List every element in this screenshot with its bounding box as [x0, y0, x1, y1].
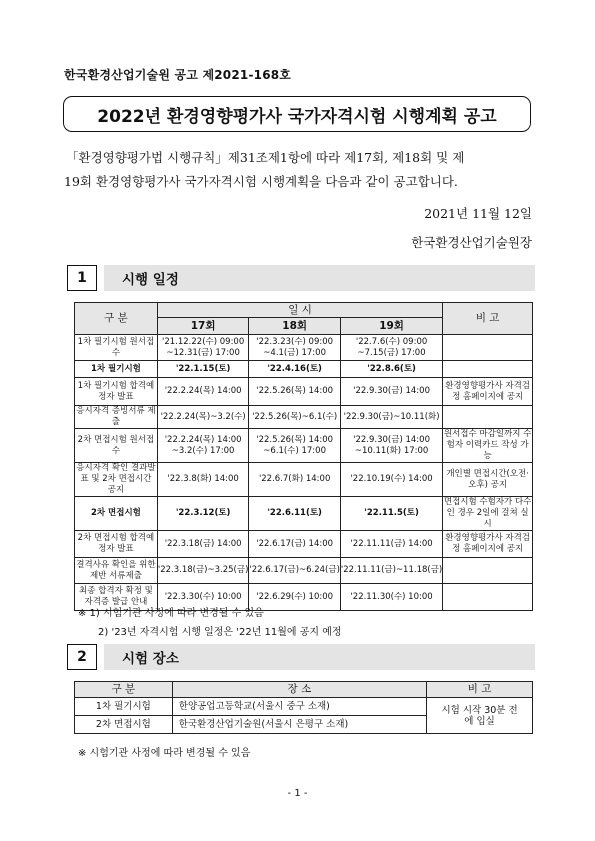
intro-line-1: 「환경영향평가법 시행규칙」제31조제1항에 따라 제17회, 제18회 및 제: [66, 150, 465, 165]
remark-cell: [443, 406, 533, 429]
remark-cell: 원서접수 마감일까지 수험자 이력카드 작성 가능: [443, 429, 532, 461]
row-label: 1차 필기시험 원서접수: [75, 335, 158, 361]
venue-place: 한국환경산업기술원(서울시 은평구 소재): [172, 716, 426, 734]
remark-cell: [443, 335, 533, 361]
document-title: [63, 96, 531, 132]
round-19-cell: '22.9.30(금) 14:00 ~10.11(화) 17:00: [340, 429, 442, 463]
round-17-cell: '22.3.30(수) 10:00: [157, 584, 249, 611]
row-label: 결격사유 확인을 위한 제반 서류제출: [75, 558, 158, 584]
intro-paragraph: [64, 146, 532, 194]
round-19-cell: '22.11.5(토): [340, 497, 442, 531]
round-17-cell: '22.1.15(토): [157, 361, 249, 378]
remark-cell: [443, 558, 533, 584]
round-18-cell: '22.3.23(수) 09:00 ~4.1(금) 17:00: [249, 335, 341, 361]
table-row: [75, 698, 533, 716]
col-category-header: 구 분: [75, 303, 158, 335]
table-row: [75, 558, 533, 584]
note-2: 2) '23년 자격시험 시행 일정은 '22년 11월에 공지 예정: [98, 627, 342, 638]
round-19-cell: '22.10.19(수) 14:00: [340, 463, 442, 497]
round-18-cell: '22.6.11(토): [249, 497, 341, 531]
remark-cell: 면접시험 수험자가 다수인 경우 2일에 걸쳐 실시: [443, 497, 532, 529]
round-18-cell: '22.5.26(목) 14:00: [249, 378, 341, 406]
note-1: ※ 1) 시험기관 사정에 따라 변경될 수 있음: [78, 608, 264, 619]
col-remark-header: 비 고: [443, 303, 533, 335]
section-1-number: 1: [67, 265, 97, 291]
round-17-cell: '22.3.18(금) 14:00: [157, 531, 249, 558]
section-2-title: 시험 장소: [104, 644, 535, 670]
venue-note: ※ 시험기관 사정에 따라 변경될 수 있음: [78, 748, 251, 759]
round-18-cell: '22.5.26(목) 14:00 ~6.1(수) 17:00: [249, 429, 341, 463]
round-17-cell: '22.2.24(목)~3.2(수): [157, 406, 249, 429]
venue-col-remark-header: 비 고: [427, 682, 533, 698]
round-18-cell: '22.5.26(목)~6.1(수): [249, 406, 341, 429]
remark-cell: 환경영향평가사 자격검정 홈페이지에 공지: [443, 378, 533, 406]
round-18-cell: '22.6.17(금) 14:00: [249, 531, 341, 558]
remark-cell: [443, 361, 533, 378]
notice-number: 한국환경산업기술원 공고 제2021-168호: [64, 68, 292, 82]
announcement-date: 2021년 11월 12일: [424, 206, 532, 221]
venue-table: [74, 681, 533, 734]
venue-row-label: 2차 면접시험: [75, 716, 173, 734]
round-17-cell: '22.3.8(화) 14:00: [157, 463, 249, 497]
venue-col-category-header: 구 분: [75, 682, 173, 698]
venue-row-label: 1차 필기시험: [75, 698, 173, 716]
row-label: 1차 필기시험: [75, 361, 158, 378]
remark-cell: 환경영향평가사 자격검정 홈페이지에 공지: [443, 531, 533, 558]
table-row: [75, 497, 533, 531]
row-label: 2차 면접시험 합격예정자 발표: [75, 531, 158, 558]
section-2-heading: [67, 644, 535, 670]
table-row: [75, 378, 533, 406]
round-18-cell: '22.6.7(화) 14:00: [249, 463, 341, 497]
round-19-cell: '22.11.30(수) 10:00: [340, 584, 442, 611]
remark-cell: [443, 584, 533, 611]
issuer-name: 한국환경산업기술원장: [411, 235, 532, 250]
round-19-cell: '22.11.11(금) 14:00: [340, 531, 442, 558]
section-1-heading: [67, 265, 535, 291]
row-label: 응시자격 증빙서류 제출: [76, 406, 156, 427]
table-row: [75, 429, 533, 463]
venue-col-place-header: 장 소: [172, 682, 426, 698]
round-18-header: 18회: [249, 318, 341, 335]
round-17-cell: '22.3.12(토): [157, 497, 249, 531]
schedule-notes: [78, 604, 342, 642]
round-19-cell: '22.9.30(금) 14:00: [340, 378, 442, 406]
round-19-header: 19회: [340, 318, 442, 335]
section-1-title: 시행 일정: [104, 265, 535, 291]
venue-remark: 시험 시작 30분 전에 입실: [427, 698, 533, 734]
round-18-cell: '22.4.16(토): [249, 361, 341, 378]
row-label: 1차 필기시험 합격예정자 발표: [75, 378, 158, 406]
table-row: [75, 335, 533, 361]
intro-line-2: 19회 환경영향평가사 국가자격시험 시행계획을 다음과 같이 공고합니다.: [64, 174, 458, 189]
round-17-cell: '21.12.22(수) 09:00 ~12.31(금) 17:00: [157, 335, 249, 361]
round-19-cell: '22.8.6(토): [340, 361, 442, 378]
round-18-cell: '22.6.17(금)~6.24(금): [249, 558, 341, 584]
page-number: - 1 -: [287, 788, 308, 799]
round-17-cell: '22.2.24(목) 14:00 ~3.2(수) 17:00: [157, 429, 249, 463]
col-dates-header: 일 시: [157, 303, 442, 318]
round-17-cell: '22.2.24(목) 14:00: [157, 378, 249, 406]
round-19-cell: '22.7.6(수) 09:00 ~7.15(금) 17:00: [340, 335, 442, 361]
round-19-cell: '22.11.11(금)~11.18(금): [340, 558, 442, 584]
round-17-header: 17회: [157, 318, 249, 335]
round-18-cell: '22.6.29(수) 10:00: [249, 584, 341, 611]
section-2-number: 2: [67, 644, 97, 670]
round-17-cell: '22.3.18(금)~3.25(금): [157, 558, 249, 584]
venue-place: 한양공업고등학교(서울시 중구 소재): [172, 698, 426, 716]
table-row: [75, 531, 533, 558]
table-row: [75, 406, 533, 429]
row-label: 2차 면접시험 원서접수: [75, 429, 158, 463]
document-title-text: 2022년 환경영향평가사 국가자격시험 시행계획 공고: [97, 106, 497, 127]
schedule-table: [74, 302, 533, 611]
round-19-cell: '22.9.30(금)~10.11(화): [340, 406, 442, 429]
row-label: 최종 합격자 확정 및 자격증 발급 안내: [75, 584, 158, 611]
table-row: [75, 463, 533, 497]
remark-cell: 개인별 면접시간(오전·오후) 공지: [443, 463, 533, 497]
row-label: 응시자격 확인 결과발표 및 2차 면접시간 공지: [76, 463, 156, 495]
row-label: 2차 면접시험: [75, 497, 158, 531]
table-row: [75, 361, 533, 378]
